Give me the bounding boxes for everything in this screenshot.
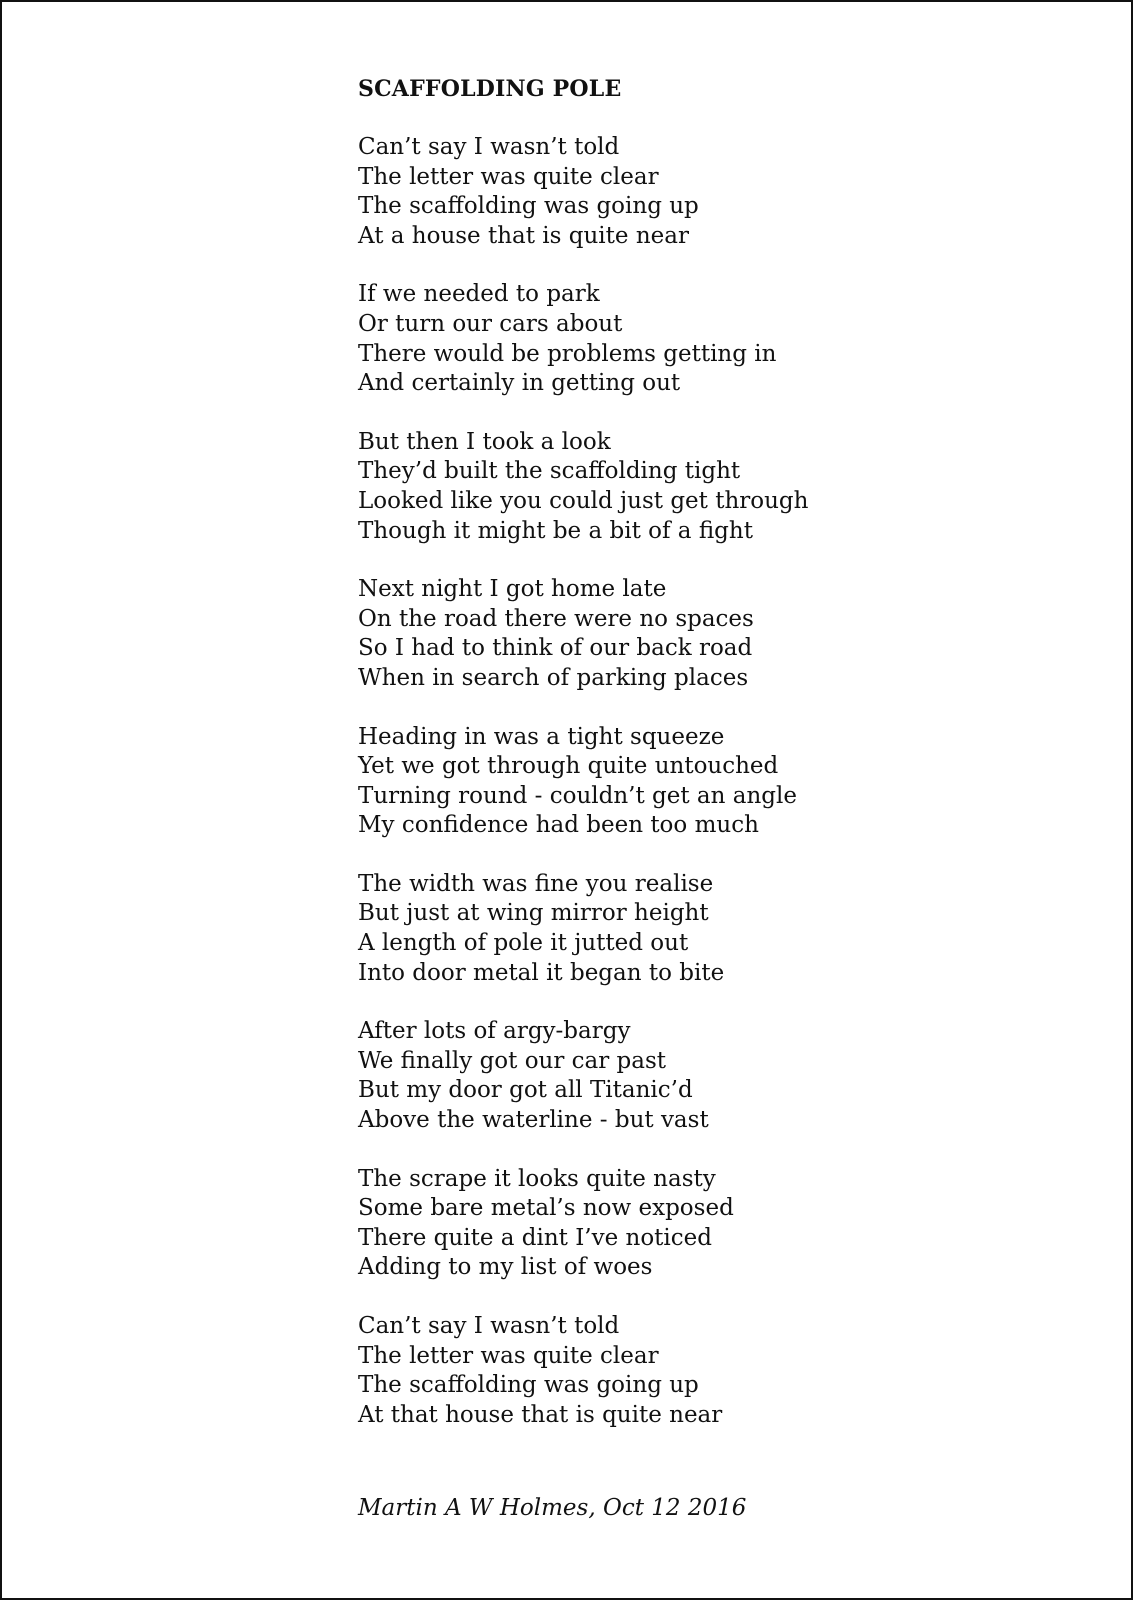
poem-line: The scaffolding was going up <box>358 193 699 220</box>
poem-line: We finally got our car past <box>358 1047 667 1074</box>
poem-line: There quite a dint I’ve noticed <box>358 1224 712 1251</box>
stanza-5 <box>358 723 1078 841</box>
poem-line: The letter was quite clear <box>358 163 659 190</box>
poem-line: If we needed to park <box>358 281 600 308</box>
poem-line: There would be problems getting in <box>358 340 777 367</box>
poem-line: The scaffolding was going up <box>358 1372 699 1399</box>
poem-line: The width was fine you realise <box>358 870 714 897</box>
author-signature-line: Martin A W Holmes, Oct 12 2016 <box>358 1495 747 1521</box>
poem-line: On the road there were no spaces <box>358 605 754 632</box>
stanza-9 <box>358 1312 1078 1430</box>
poem-line: A length of pole it jutted out <box>358 930 689 957</box>
poem-line: Turning round - couldn’t get an angle <box>358 782 797 809</box>
poem-line: But my door got all Titanic’d <box>358 1077 693 1104</box>
poem-line: Can’t say I wasn’t told <box>358 1313 620 1339</box>
poem-line: After lots of argy-bargy <box>358 1018 631 1045</box>
stanza-2 <box>358 280 1078 398</box>
poem-line: Into door metal it began to bite <box>358 959 725 986</box>
poem-line: Next night I got home late <box>358 576 667 603</box>
poem-line: Though it might be a bit of a fight <box>358 517 753 544</box>
poem-line: Some bare metal’s now exposed <box>358 1195 734 1222</box>
stanza-4 <box>358 575 1078 693</box>
poem <box>358 74 1078 1459</box>
poem-line: When in search of parking places <box>358 664 749 691</box>
poem-line: But just at wing mirror height <box>358 900 709 927</box>
poem-line: At a house that is quite near <box>358 222 689 249</box>
poem-line: And certainly in getting out <box>358 370 681 397</box>
poem-line: Can’t say I wasn’t told <box>358 134 620 160</box>
poem-line: Above the waterline - but vast <box>358 1107 709 1134</box>
poem-line: Heading in was a tight squeeze <box>358 723 725 750</box>
poem-line: So I had to think of our back road <box>358 635 753 662</box>
stanza-3 <box>358 428 1078 546</box>
poem-line: Adding to my list of woes <box>358 1254 653 1281</box>
poem-title: SCAFFOLDING POLE <box>358 76 622 102</box>
stanza-1 <box>358 133 1078 251</box>
poem-line: Yet we got through quite untouched <box>358 753 779 780</box>
poem-line: The letter was quite clear <box>358 1342 659 1369</box>
poem-line: Looked like you could just get through <box>358 487 809 514</box>
poem-line: They’d built the scaffolding tight <box>358 458 741 485</box>
poem-line: The scrape it looks quite nasty <box>358 1165 716 1192</box>
poem-line: My confidence had been too much <box>358 812 759 839</box>
poem-line: But then I took a look <box>358 428 611 455</box>
stanza-8 <box>358 1165 1078 1283</box>
stanza-6 <box>358 870 1078 988</box>
poem-line: Or turn our cars about <box>358 310 623 337</box>
stanza-7 <box>358 1017 1078 1135</box>
poem-line: At that house that is quite near <box>358 1401 723 1428</box>
